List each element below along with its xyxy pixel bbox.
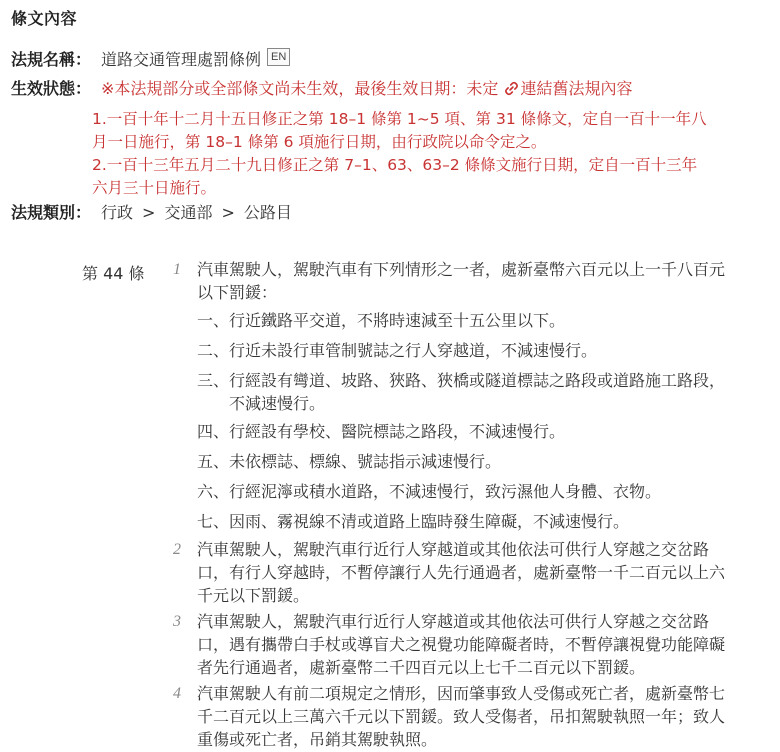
- paragraph-line: 口，有行人穿越時，不暫停讓行人先行通過者，處新臺幣一千二百元以上六: [197, 563, 726, 582]
- breadcrumb-item[interactable]: 公路目: [243, 203, 292, 222]
- link-icon: [504, 81, 519, 96]
- list-item: [197, 369, 725, 415]
- status-text: ※本法規部分或全部條文尚未生效，最後生效日期：未定: [101, 79, 499, 98]
- note-line: 六月三十日施行。: [92, 179, 217, 197]
- category-label: 法規類別：: [11, 203, 92, 222]
- paragraph-line: 汽車駕駛人，駕駛汽車行近行人穿越道或其他依法可供行人穿越之交岔路: [197, 540, 710, 559]
- paragraph-number: 1: [173, 261, 181, 278]
- paragraph-line: 者先行通過者，處新臺幣二千四百元以上七千二百元以下罰鍰。: [197, 658, 646, 677]
- note-line: 2.一百十三年五月二十九日修正之第 7–1、63、63–2 條條文施行日期，定自一百十三年: [92, 156, 698, 174]
- list-item: [197, 450, 501, 473]
- old-law-link-label[interactable]: 連結舊法規內容: [520, 79, 633, 98]
- list-item: [197, 339, 597, 362]
- item-text: 六、行經泥濘或積水道路，不減速慢行，致污濕他人身體、衣物。: [197, 482, 662, 501]
- note-2: [92, 154, 712, 200]
- paragraph-line: 重傷或死亡者，吊銷其駕駛執照。: [197, 730, 438, 749]
- article-number: 第 44 條: [82, 264, 145, 283]
- english-version-button[interactable]: EN: [267, 48, 290, 66]
- paragraph-line: 千元以下罰鍰。: [197, 586, 310, 605]
- law-name-row: [11, 48, 290, 72]
- paragraph-text: [197, 682, 727, 751]
- paragraph-line: 千二百元以上三萬六千元以下罰鍰。致人受傷者，吊扣駕駛執照一年；致人: [197, 707, 726, 726]
- item-text: 五、未依標誌、標線、號誌指示減速慢行。: [197, 452, 502, 471]
- breadcrumb-item[interactable]: 交通部: [164, 203, 213, 222]
- paragraph-number: 2: [173, 541, 181, 558]
- breadcrumb: [101, 201, 292, 225]
- note-line: 月一日施行，第 18–1 條第 6 項施行日期，由行政院以命令定之。: [92, 133, 547, 151]
- page-title: 條文內容: [11, 9, 78, 28]
- paragraph-text: [197, 610, 727, 679]
- paragraph-number: 3: [173, 613, 181, 630]
- item-text: 二、行近未設行車管制號誌之行人穿越道，不減速慢行。: [197, 341, 598, 360]
- breadcrumb-separator: >: [221, 203, 235, 222]
- item-text-continued: 不減速慢行。: [229, 394, 326, 413]
- paragraph-line: 汽車駕駛人，駕駛汽車有下列情形之一者，處新臺幣六百元以上一千八百元: [197, 260, 726, 279]
- paragraph-line: 口，遇有攜帶白手杖或導盲犬之視覺功能障礙者時，不暫停讓視覺功能障礙: [197, 635, 726, 654]
- paragraph-line: 汽車駕駛人，駕駛汽車行近行人穿越道或其他依法可供行人穿越之交岔路: [197, 612, 710, 631]
- law-name-value[interactable]: 道路交通管理處罰條例: [101, 50, 262, 69]
- note-1: [92, 108, 712, 154]
- item-text: 七、因雨、霧視線不清或道路上臨時發生障礙，不減速慢行。: [197, 512, 630, 531]
- status-row: [11, 77, 632, 101]
- paragraph-line: 汽車駕駛人有前二項規定之情形，因而肇事致人受傷或死亡者，處新臺幣七: [197, 684, 726, 703]
- status-label: 生效狀態：: [11, 79, 92, 98]
- paragraph-text: [197, 538, 727, 607]
- item-text: 一、行近鐵路平交道，不將時速減至十五公里以下。: [197, 311, 566, 330]
- paragraph-text: [197, 258, 727, 304]
- paragraph-line: 以下罰鍰：: [197, 283, 278, 302]
- list-item: [197, 309, 565, 332]
- category-row: [11, 201, 292, 225]
- effective-date-notes: [92, 108, 712, 200]
- list-item: [197, 480, 661, 503]
- paragraph-number: 4: [173, 685, 181, 702]
- breadcrumb-separator: >: [142, 203, 156, 222]
- list-item: [197, 420, 565, 443]
- item-text: 三、行經設有彎道、坡路、狹路、狹橋或隧道標誌之路段或道路施工路段，: [197, 371, 726, 390]
- breadcrumb-item[interactable]: 行政: [101, 203, 134, 222]
- old-law-link[interactable]: [498, 77, 632, 101]
- law-name-label: 法規名稱：: [11, 50, 92, 69]
- item-text: 四、行經設有學校、醫院標誌之路段，不減速慢行。: [197, 422, 566, 441]
- note-line: 1.一百十年十二月十五日修正之第 18–1 條第 1~5 項、第 31 條條文，定自一百十一年八: [92, 110, 707, 128]
- list-item: [197, 510, 629, 533]
